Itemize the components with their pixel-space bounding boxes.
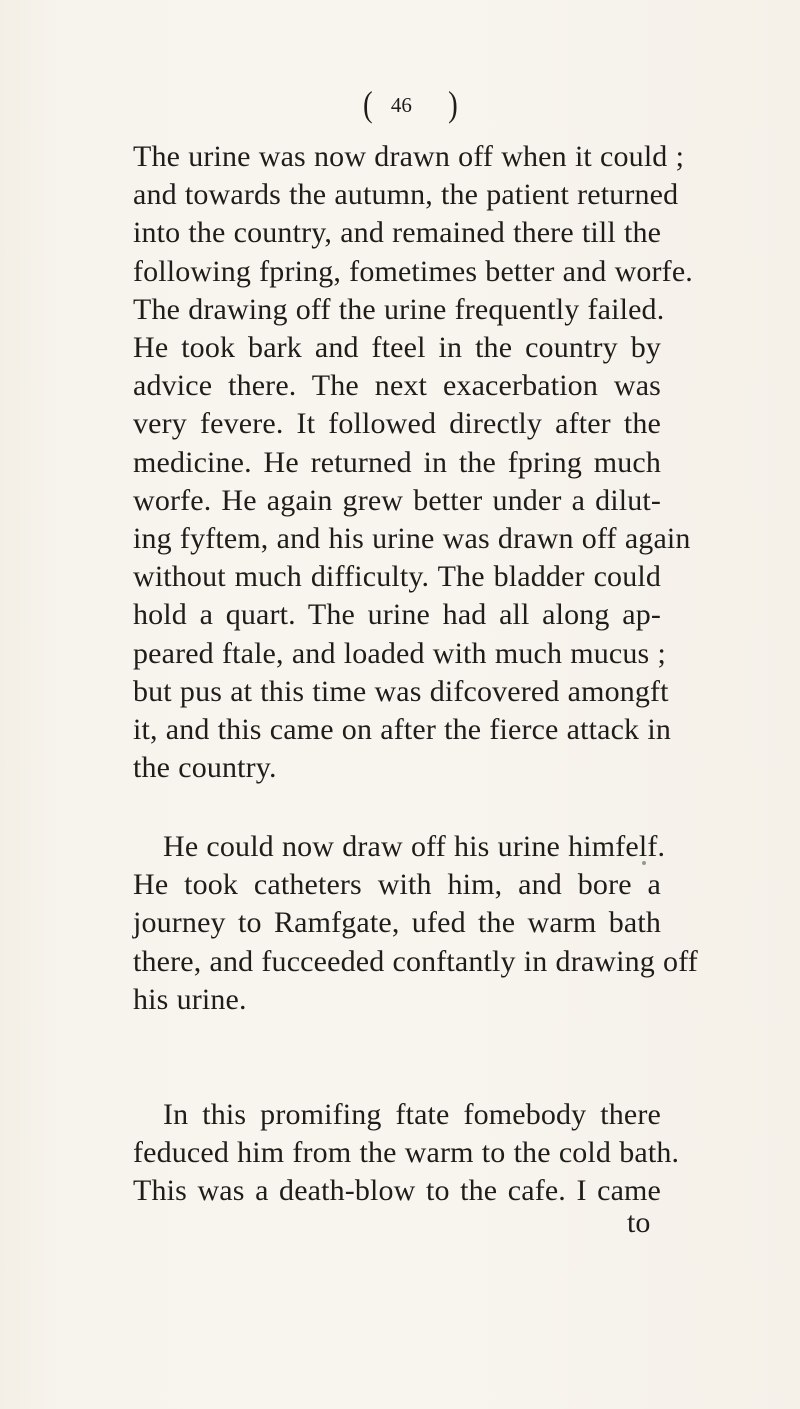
text-line: very fevere. It followed directly after the xyxy=(133,407,661,441)
text-line: peared ftale, and loaded with much mucus ; xyxy=(133,636,666,670)
text-line: ing fyftem, and his urine was drawn off again xyxy=(133,522,691,556)
catchword: to xyxy=(627,1206,651,1239)
text-line: feduced him from the warm to the cold bath. xyxy=(133,1136,680,1170)
text-line: his urine. xyxy=(133,982,247,1016)
text-line: He took catheters with him, and bore a xyxy=(133,868,661,902)
text-line: advice there. The next exacerbation was xyxy=(133,369,661,403)
text-line: and towards the autumn, the patient returned xyxy=(133,178,679,212)
text-line: but pus at this time was difcovered amongft xyxy=(133,674,669,708)
text-line: journey to Ramfgate, ufed the warm bath xyxy=(133,906,661,940)
text-line: He could now draw off his urine himfelf. xyxy=(163,830,666,863)
header-left-paren: ( xyxy=(363,84,374,125)
text-line: In this promifing ftate fomebody there xyxy=(163,1098,661,1131)
page-header xyxy=(363,84,503,126)
text-line: into the country, and remained there till the xyxy=(133,216,662,250)
text-line: medicine. He returned in the fpring much xyxy=(133,445,661,479)
text-line: the country. xyxy=(133,751,277,785)
text-line: following fpring, fometimes better and worfe. xyxy=(133,254,693,288)
paragraph-3 xyxy=(133,1096,680,1211)
text-line: without much difficulty. The bladder could xyxy=(133,560,661,594)
text-line: worfe. He again grew better under a dilut- xyxy=(133,483,661,517)
header-right-paren: ) xyxy=(448,84,459,125)
text-line: The drawing off the urine frequently failed. xyxy=(133,292,665,326)
ink-speck xyxy=(642,861,646,865)
paragraph-1 xyxy=(133,138,693,787)
text-line: The urine was now drawn off when it could ; xyxy=(133,140,685,173)
text-line: there, and fucceeded conftantly in drawing off xyxy=(133,944,698,978)
text-line: it, and this came on after the fierce attack in xyxy=(133,713,671,747)
paragraph-2 xyxy=(133,828,698,1019)
text-line: hold a quart. The urine had all along ap- xyxy=(133,598,661,632)
page-number: 46 xyxy=(390,93,412,117)
text-line: This was a death-blow to the cafe. I came xyxy=(133,1174,661,1208)
text-line: He took bark and fteel in the country by xyxy=(133,331,661,365)
